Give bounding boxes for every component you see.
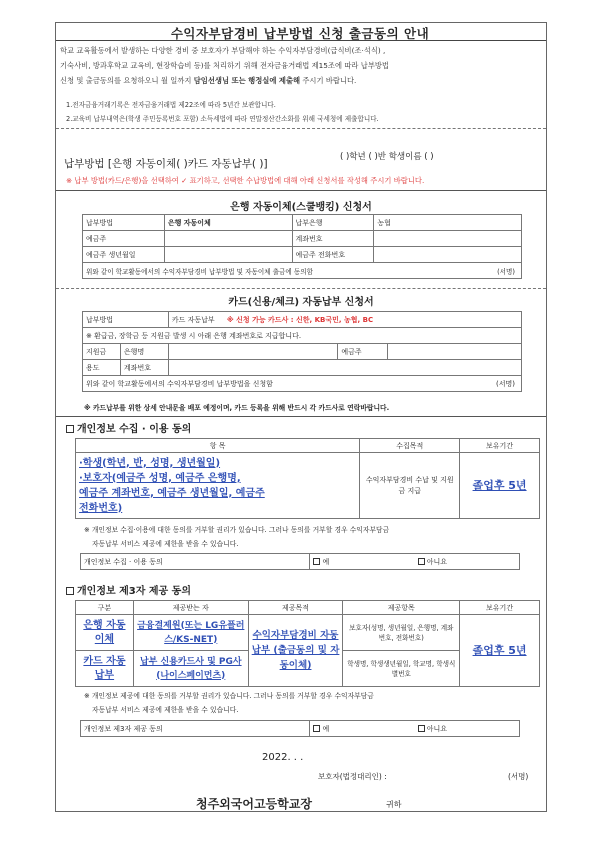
privacy-consent-label: 개인정보 수집 · 이용 동의 [81, 554, 310, 570]
third-consent-label: 개인정보 제3자 제공 동의 [81, 721, 310, 737]
checkbox-icon [66, 587, 74, 595]
bank-birth-field[interactable] [164, 247, 292, 263]
school-name: 청주외국어고등학교장 [196, 797, 312, 811]
third-col-period: 보유기간 [460, 601, 540, 615]
guardian-sign[interactable]: (서명) [508, 772, 529, 781]
checkbox-icon [66, 425, 74, 433]
third-col-type: 구분 [76, 601, 134, 615]
divider [56, 190, 546, 191]
privacy-purpose: 수익자부담경비 수납 및 지원금 지급 [360, 453, 460, 519]
third-no-label: 아니요 [426, 724, 447, 733]
divider [56, 416, 546, 417]
privacy-yes-label: 예 [322, 557, 330, 566]
third-consent-no[interactable] [415, 721, 520, 737]
card-method-label: 납부방법 [83, 312, 169, 328]
bank-name-value: 농협 [374, 215, 522, 231]
third-notice-1: ※ 개인정보 제공에 대한 동의를 거부할 권리가 있습니다. 그러나 동의를 거부할 경우 수익자부담금 [84, 692, 374, 700]
card-holder-field[interactable] [388, 344, 522, 360]
card-bankname-field[interactable] [168, 344, 338, 360]
card-available-note: ※ 신청 가능 카드사 : 신한, KB국민, 농협, BC [226, 315, 374, 324]
bank-phone-label: 예금주 전화번호 [292, 247, 374, 263]
privacy-items-cell [76, 453, 360, 519]
bank-account-field[interactable] [374, 231, 522, 247]
bank-account-label: 계좌번호 [292, 231, 374, 247]
third-bank-items: 보호자(성명, 생년월일, 은행명, 계좌번호, 전화번호) [343, 615, 460, 651]
third-party-heading-text: 개인정보 제3자 제공 동의 [77, 586, 192, 597]
method-warning: ※ 납부 방법(카드/은행)을 선택하여 ✓ 표기하고, 선택한 수납방법에 대해 아래 신청서를 작성해 주시기 바랍니다. [66, 176, 425, 185]
privacy-col-item: 항 목 [76, 439, 360, 453]
card-sign[interactable]: (서명) [496, 380, 515, 388]
third-card-receiver: 납부 신용카드사 및 PG사(나이스페이먼츠) [133, 651, 248, 687]
date-field[interactable]: 2022. . . [262, 752, 304, 763]
privacy-col-purpose: 수집목적 [360, 439, 460, 453]
card-usage-label: 용도 [83, 360, 121, 376]
third-col-receiver: 제공받는 자 [133, 601, 248, 615]
privacy-col-period: 보유기간 [460, 439, 540, 453]
bank-phone-field[interactable] [374, 247, 522, 263]
bank-holder-field[interactable] [164, 231, 292, 247]
card-refund-note: ※ 환급금, 장학금 등 지원금 발생 시 아래 은행 계좌번호로 지급합니다. [83, 328, 522, 344]
third-period: 졸업후 5년 [460, 615, 540, 687]
third-party-heading [66, 582, 191, 597]
bank-holder-label: 예금주 [83, 231, 165, 247]
privacy-no-label: 아니요 [426, 557, 447, 566]
card-section-title: 카드(신용/체크) 자동납부 신청서 [228, 297, 374, 308]
third-bank-type: 은행 자동이체 [76, 615, 134, 651]
checkbox-icon[interactable] [418, 725, 425, 732]
guardian-label: 보호자(법정대리인) : [318, 772, 387, 781]
third-notice-2: 자동납부 서비스 제공에 제한을 받을 수 있습니다. [92, 706, 239, 714]
card-method-row [168, 312, 521, 328]
privacy-period: 졸업후 5년 [460, 453, 540, 519]
privacy-notice-2: 자동납부 서비스 제공에 제한을 받을 수 있습니다. [92, 540, 239, 548]
note-2: 2.교육비 납부내역은(학생 주민등록번호 포함) 소득세법에 따라 연말정산간소화를 위해 국세청에 제출합니다. [66, 115, 379, 123]
bank-sign[interactable]: (서명) [497, 268, 515, 276]
title-divider [56, 40, 546, 41]
privacy-item-guardian-end: 전화번호) [79, 502, 123, 514]
bank-section-title: 은행 자동이체(스쿨뱅킹) 신청서 [230, 202, 372, 213]
page-title: 수익자부담경비 납부방법 신청 출금동의 안내 [170, 26, 430, 41]
intro-line-3-post: 주시기 바랍니다. [300, 76, 357, 85]
third-consent-table [80, 720, 520, 737]
intro-line-2: 기숙사비, 방과후학교 교육비, 현장학습비 등)를 처리하기 위해 전자금융거래법 제15조에 따라 납부방법 [60, 61, 389, 70]
note-1: 1.전자금융거래기록은 전자금융거래법 제22조에 따라 5년간 보관합니다. [66, 101, 276, 109]
method-label[interactable]: 납부방법 [은행 자동이체( )카드 자동납부( )] [64, 158, 268, 170]
privacy-consent-yes[interactable] [310, 554, 415, 570]
third-yes-label: 예 [322, 724, 330, 733]
card-footnote: ※ 카드납부를 위한 상세 안내문을 배포 예정이며, 카드 등록을 위해 반드시 각 카드사로 연락바랍니다. [84, 404, 390, 412]
intro-line-1: 학교 교육활동에서 발생하는 다양한 경비 중 보호자가 부담해야 하는 수익자부담경비(급식비(조·석식) , [60, 46, 386, 55]
third-party-table [75, 600, 540, 687]
third-purpose: 수익자부담경비 자동납부 (출금동의 및 자동이체) [248, 615, 343, 687]
honorific: 귀하 [386, 800, 402, 809]
privacy-item-guardian-cont: 예금주 계좌번호, 예금주 생년월일, 예금주 [79, 487, 265, 499]
third-bank-receiver: 금융결제원(또는 LG유플러스/KS-NET) [133, 615, 248, 651]
card-consent-text: 위와 같이 학교활동에서의 수익자부담경비 납부방법을 신청함 [86, 379, 273, 388]
card-consent-row [83, 376, 522, 392]
privacy-table [75, 438, 540, 519]
bank-birth-label: 예금주 생년월일 [83, 247, 165, 263]
privacy-item-student: ·학생(학년, 반, 성명, 생년월일) [79, 457, 221, 469]
card-form-table [82, 311, 522, 392]
privacy-notice-1: ※ 개인정보 수집·이용에 대한 동의를 거부할 권리가 있습니다. 그러나 동의를 거부할 경우 수익자부담금 [84, 526, 390, 534]
intro-line-3 [60, 73, 542, 88]
bank-method-label: 납부방법 [83, 215, 165, 231]
divider [56, 288, 546, 289]
student-info[interactable]: ( )학년 ( )반 학생이름 ( ) [340, 152, 434, 162]
bank-form-table [82, 214, 522, 279]
card-holder-label: 예금주 [338, 344, 388, 360]
card-account-label: 계좌번호 [120, 360, 168, 376]
privacy-heading-text: 개인정보 수집 · 이용 동의 [77, 424, 192, 435]
bank-method-value: 은행 자동이체 [164, 215, 292, 231]
intro-line-3-pre: 신청 및 출금동의를 요청하오니 월 일까지 [60, 76, 194, 85]
privacy-consent-table [80, 553, 520, 570]
intro-line-3-bold: 담임선생님 또는 행정실에 제출해 [193, 76, 301, 85]
card-method-value: 카드 자동납부 [171, 315, 215, 324]
third-card-items: 학생명, 학생생년월일, 학교명, 학생식별번호 [343, 651, 460, 687]
bank-consent-text: 위와 같이 학교활동에서의 수익자부담경비 납부방법 및 자동이체 출금에 동의함 [86, 267, 313, 276]
third-col-purpose: 제공목적 [248, 601, 343, 615]
checkbox-icon[interactable] [313, 558, 320, 565]
checkbox-icon[interactable] [313, 725, 320, 732]
card-account-field[interactable] [168, 360, 521, 376]
bank-consent-row [83, 263, 522, 279]
divider [56, 128, 546, 129]
card-bankname-label: 은행명 [120, 344, 168, 360]
card-support-label: 지원금 [83, 344, 121, 360]
third-consent-yes[interactable] [310, 721, 415, 737]
privacy-heading [66, 420, 191, 435]
third-card-type: 카드 자동납부 [76, 651, 134, 687]
bank-name-label: 납부은행 [292, 215, 374, 231]
privacy-consent-no[interactable] [415, 554, 520, 570]
checkbox-icon[interactable] [418, 558, 425, 565]
third-col-items: 제공항목 [343, 601, 460, 615]
privacy-item-guardian: ·보호자(예금주 성명, 예금주 은행명, [79, 472, 241, 484]
